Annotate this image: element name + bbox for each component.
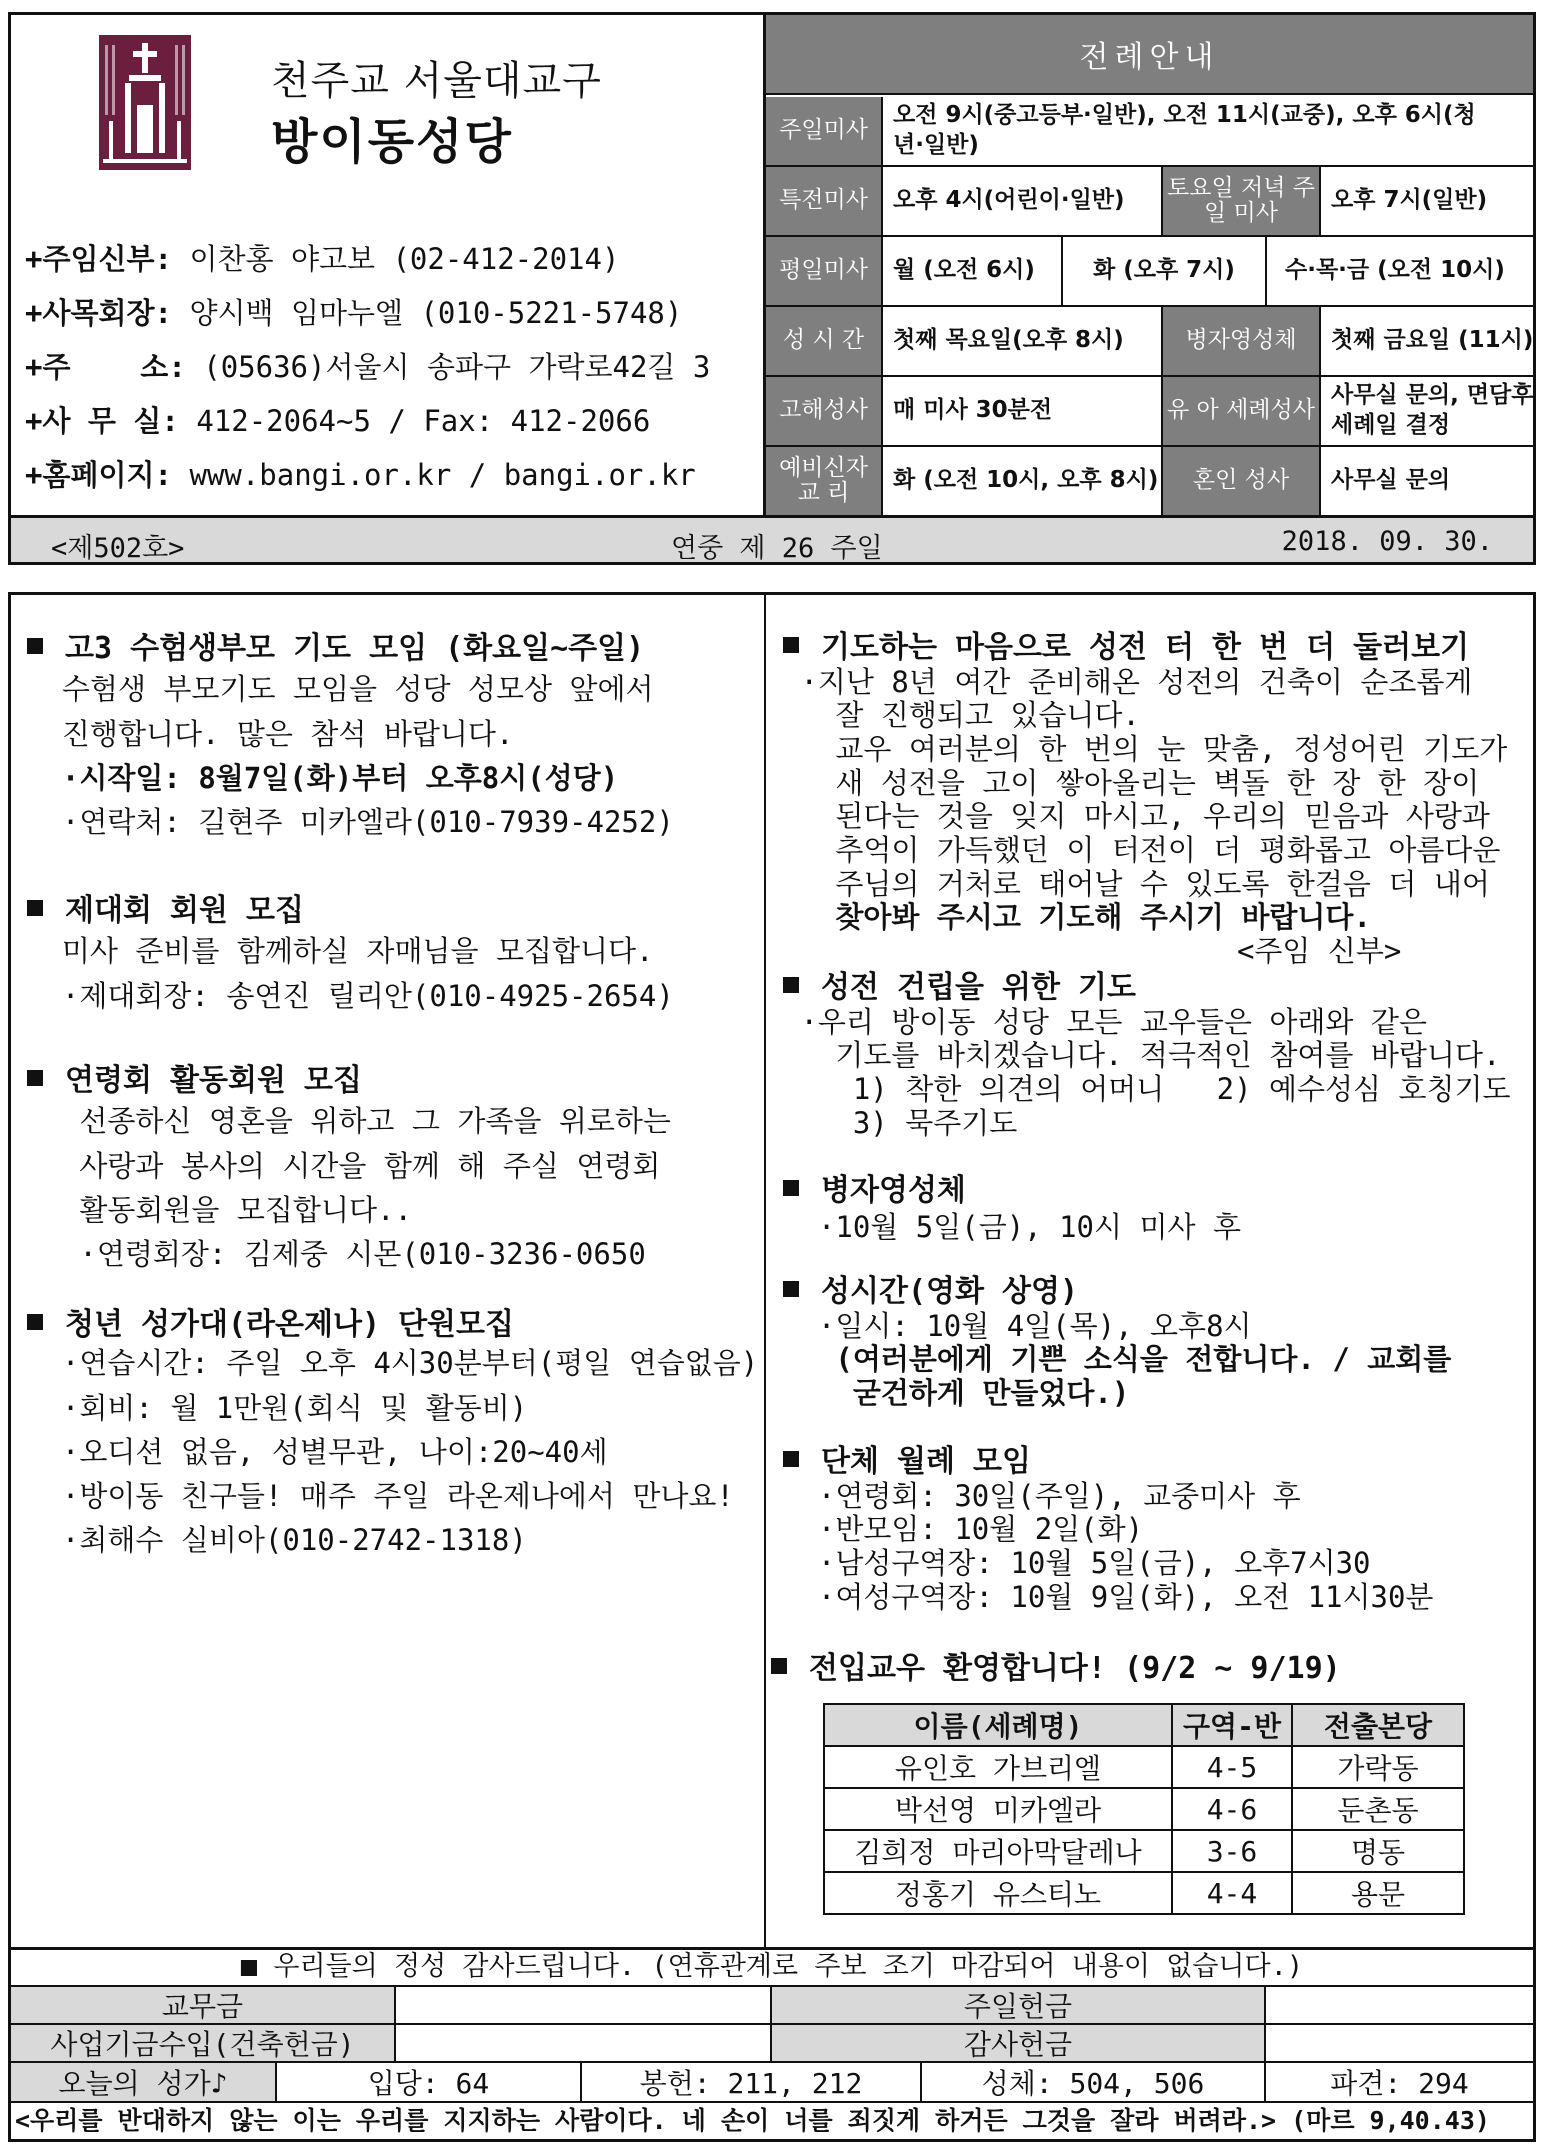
info-label: +주임신부:: [25, 242, 190, 276]
row-weekday-mass: [766, 237, 1536, 307]
liturgical-week: 연중 제 26 주일: [671, 533, 883, 564]
church-logo-icon: [99, 35, 191, 170]
notice-line: 선종하신 영혼을 위하고 그 가족을 위로하는: [27, 1104, 671, 1139]
info-value: 412-2064~5 / Fax: 412-2066: [196, 404, 651, 438]
row-special-mass: [766, 167, 1536, 237]
value-building-fund: [396, 2025, 772, 2061]
notice-title-text: 병자영성체: [821, 1173, 966, 1208]
notice-funeral-society: [27, 1063, 671, 1271]
cell-name: 정홍기 유스티노: [824, 1872, 1172, 1914]
notice-line: ·연령회장: 김제중 시몬(010-3236-0650: [27, 1237, 646, 1272]
notice-holy-hour-film: [783, 1275, 1451, 1411]
notice-line: 활동회원을 모집합니다..: [27, 1192, 412, 1227]
notice-monthly-meetings: [783, 1445, 1433, 1614]
label-catechism: 예비신자 교 리: [766, 447, 883, 515]
notice-title-text: 기도하는 마음으로 성전 터 한 번 더 둘러보기: [821, 630, 1470, 665]
notice-signature: <주임 신부>: [783, 933, 1402, 968]
newcomer-table: [823, 1703, 1465, 1915]
bible-quote: <우리를 반대하지 않는 이는 우리를 지지하는 사람이다. 네 손이 너를 죄짓게 하거든 그것을 잘라 버려라.> (마르 9,40.43): [11, 2101, 1533, 2139]
notice-title-text: 단체 월례 모임: [821, 1444, 1032, 1479]
cell-district: 3-6: [1172, 1830, 1292, 1872]
church-name: 방이동성당: [271, 114, 513, 170]
notice-line: (여러분에게 기쁜 소식을 전합니다. / 교회를: [783, 1342, 1452, 1377]
label-sunday-offering: 주일헌금: [772, 1987, 1266, 2023]
info-value: 양시백 임마누엘 (010-5221-5748): [189, 296, 683, 330]
notice-title-text: 전입교우 환영합니다! (9/2 ~ 9/19): [809, 1651, 1341, 1686]
cell-name: 김희정 마리아막달레나: [824, 1830, 1172, 1872]
bullet-square-icon: [783, 1281, 799, 1297]
notice-youth-choir: [27, 1307, 758, 1557]
notice-title-text: 청년 성가대(라온제나) 단원모집: [65, 1307, 514, 1342]
notice-line: 주님의 거처로 태어날 수 있도록 한걸음 더 내어: [783, 866, 1490, 901]
info-homepage: [25, 453, 696, 494]
notice-title-text: 제대회 회원 모집: [65, 893, 304, 928]
label-holy-hour: 성 시 간: [766, 307, 883, 375]
issue-date: 2018. 09. 30.: [1281, 526, 1493, 557]
bullet-square-icon: [783, 1180, 799, 1196]
notice-title-text: 연령회 활동회원 모집: [65, 1063, 362, 1098]
label-sunday-mass: 주일미사: [766, 97, 883, 165]
notice-line: 사랑과 봉사의 시간을 함께 해 주실 연령회: [27, 1148, 661, 1183]
column-divider: [764, 595, 766, 1947]
notice-title: [783, 1275, 1451, 1310]
notice-title: [27, 631, 674, 666]
info-label: +사 무 실:: [25, 404, 197, 438]
notice-line: 기도를 바치겠습니다. 적극적인 참여를 바랍니다.: [783, 1038, 1501, 1073]
notice-line: ·일시: 10월 4일(목), 오후8시: [783, 1308, 1252, 1343]
value-saturday-mass: 오후 7시(일반): [1331, 187, 1488, 214]
label-todays-hymns: 오늘의 성가♪: [11, 2063, 277, 2101]
bulletin-header: [8, 12, 1536, 565]
label-weekday-mass: 평일미사: [766, 237, 883, 305]
notice-line: 굳건하게 만들었다.): [783, 1376, 1130, 1411]
row-sunday-mass: [766, 97, 1536, 167]
table-row: [824, 1872, 1464, 1914]
column-header: 구역-반: [1172, 1704, 1292, 1746]
notice-newcomers: [771, 1651, 1341, 1686]
notice-line: ·남성구역장: 10월 5일(금), 오후7시30: [783, 1546, 1371, 1581]
church-logo: [99, 35, 191, 170]
notice-line: 찾아봐 주시고 기도해 주시기 바랍니다.: [783, 900, 1371, 935]
label-sick-communion: 병자영성체: [1163, 307, 1321, 375]
notice-line: ·시작일: 8월7일(화)부터 오후8시(성당): [27, 760, 619, 795]
notice-line: ·10월 5일(금), 10시 미사 후: [783, 1210, 1241, 1245]
cell-origin-parish: 용문: [1292, 1872, 1464, 1914]
notice-line: ·최해수 실비아(010-2742-1318): [27, 1523, 527, 1558]
label-saturday-mass: 토요일 저녁 주일 미사: [1163, 167, 1321, 235]
church-info-panel: [11, 15, 763, 515]
info-label: +홈페이지:: [25, 458, 190, 492]
bulletin-body: [8, 592, 1536, 2142]
table-row: [824, 1788, 1464, 1830]
notice-line: 미사 준비를 함께하실 자매님을 모집합니다.: [27, 934, 654, 969]
notice-title-text: 성전 건립을 위한 기도: [821, 970, 1137, 1005]
info-office: [25, 399, 650, 440]
notice-title: [783, 971, 1511, 1006]
hymn-recessional: 파견: 294: [1330, 2067, 1469, 2100]
bullet-square-icon: [783, 1451, 799, 1467]
notice-line: 추억이 가득했던 이 터전이 더 평화롭고 아름다운: [783, 832, 1501, 867]
issue-number: <제502호>: [51, 533, 185, 564]
notice-line: ·오디션 없음, 성별무관, 나이:20~40세: [27, 1434, 608, 1469]
table-row: [824, 1830, 1464, 1872]
label-thanks-offering: 감사헌금: [772, 2025, 1266, 2061]
cell-name: 유인호 가브리엘: [824, 1746, 1172, 1788]
row-holy-hour: [766, 307, 1536, 377]
bullet-square-icon: [27, 1070, 43, 1086]
cell-name: 박선영 미카엘라: [824, 1788, 1172, 1830]
value-special-mass: 오후 4시(어린이·일반): [883, 167, 1163, 235]
notice-line: 수험생 부모기도 모임을 성당 성모상 앞에서: [27, 672, 654, 707]
value-infant-baptism: 사무실 문의, 면담후 세례일 결정: [1331, 382, 1534, 438]
value-catechism: 화 (오전 10시, 오후 8시): [883, 447, 1163, 515]
bullet-square-icon: [783, 637, 799, 653]
info-council-president: [25, 291, 682, 332]
notice-line: ·여성구역장: 10월 9일(화), 오전 11시30분: [783, 1579, 1434, 1614]
bullet-square-icon: [27, 900, 43, 916]
notice-line: ·연습시간: 주일 오후 4시30분부터(평일 연습없음): [27, 1346, 759, 1381]
notice-line: 1) 착한 의견의 어머니 2) 예수성심 호칭기도: [783, 1072, 1511, 1107]
church-diocese: 천주교 서울대교구: [271, 58, 602, 104]
notice-exam-prayer: [27, 631, 674, 839]
notice-sick-communion: [783, 1173, 1241, 1245]
notice-line: ·방이동 친구들! 매주 주일 라온제나에서 만나요!: [27, 1479, 734, 1514]
value-thanks-offering: [1266, 2025, 1533, 2061]
notice-line: 잘 진행되고 있습니다.: [783, 698, 1140, 733]
offering-row: [11, 1985, 1533, 2023]
info-pastor: [25, 237, 619, 278]
notice-title: [27, 1063, 671, 1098]
bullet-square-icon: [771, 1658, 787, 1674]
notice-title: [27, 1307, 758, 1342]
info-label: +사목회장:: [25, 296, 190, 330]
row-catechism: [766, 447, 1536, 515]
notice-altar-society: [27, 893, 674, 1013]
notice-line: 새 성전을 고이 쌓아올리는 벽돌 한 장 한 장이: [783, 765, 1480, 800]
value-confession: 매 미사 30분전: [883, 377, 1163, 445]
table-header-row: [824, 1704, 1464, 1746]
column-header: 전출본당: [1292, 1704, 1464, 1746]
value-holy-hour: 첫째 목요일(오후 8시): [883, 307, 1163, 375]
liturgy-title: 전례안내: [766, 15, 1533, 95]
offering-row: [11, 2023, 1533, 2061]
column-header: 이름(세례명): [824, 1704, 1172, 1746]
bullet-square-icon: [27, 638, 43, 654]
hymn-offertory: 봉헌: 211, 212: [582, 2063, 922, 2101]
notice-line: 3) 묵주기도: [783, 1105, 1018, 1140]
info-address: [25, 345, 710, 386]
value-sunday-offering: [1266, 1987, 1533, 2023]
value-weekday-wtf: 수·목·금 (오전 10시): [1285, 257, 1505, 284]
notice-title: [783, 1445, 1433, 1480]
hymn-entrance: 입당: 64: [277, 2063, 582, 2101]
liturgy-schedule: [763, 15, 1533, 515]
notice-line: ·연락처: 길현주 미카엘라(010-7939-4252): [27, 805, 674, 840]
value-marriage: 사무실 문의: [1331, 467, 1451, 494]
cell-district: 4-6: [1172, 1788, 1292, 1830]
value-weekday-mon: 월 (오전 6시): [883, 237, 1063, 305]
notice-title: [27, 893, 674, 928]
bullet-square-icon: [27, 1314, 43, 1330]
cell-origin-parish: 둔촌동: [1292, 1788, 1464, 1830]
cell-origin-parish: 가락동: [1292, 1746, 1464, 1788]
offering-title: ■ 우리들의 정성 감사드립니다. (연휴관계로 주보 조기 마감되어 내용이 없습니다.): [11, 1947, 1533, 1985]
label-tithe: 교무금: [11, 1987, 396, 2023]
notice-line: ·지난 8년 여간 준비해온 성전의 건축이 순조롭게: [783, 664, 1473, 699]
label-marriage: 혼인 성사: [1163, 447, 1321, 515]
label-infant-baptism: 유 아 세례성사: [1163, 377, 1321, 445]
notice-title-text: 성시간(영화 상영): [821, 1274, 1079, 1309]
cell-origin-parish: 명동: [1292, 1830, 1464, 1872]
value-sunday-mass: 오전 9시(중고등부·일반), 오전 11시(교중), 오후 6시(청년·일반): [893, 102, 1476, 158]
issue-bar: [11, 515, 1533, 562]
cell-district: 4-5: [1172, 1746, 1292, 1788]
label-building-fund: 사업기금수입(건축헌금): [11, 2025, 396, 2061]
info-value: 이찬홍 야고보 (02-412-2014): [189, 242, 620, 276]
notice-line: ·반모임: 10월 2일(화): [783, 1512, 1144, 1547]
notice-title: [783, 631, 1507, 666]
notice-line: ·우리 방이동 성당 모든 교우들은 아래와 같은: [783, 1004, 1427, 1039]
notice-line: ·연령회: 30일(주일), 교중미사 후: [783, 1478, 1301, 1513]
value-sick-communion: 첫째 금요일 (11시): [1331, 327, 1534, 354]
hymn-communion: 성체: 504, 506: [922, 2063, 1266, 2101]
notice-prayer-for-building: [783, 971, 1511, 1140]
notice-line: ·회비: 월 1만원(회식 및 활동비): [27, 1390, 528, 1425]
homepage-link[interactable]: www.bangi.or.kr / bangi.or.kr: [189, 458, 696, 492]
notice-title-text: 고3 수험생부모 기도 모임 (화요일~주일): [65, 631, 645, 666]
notice-line: ·제대회장: 송연진 릴리안(010-4925-2654): [27, 978, 674, 1013]
value-tithe: [396, 1987, 772, 2023]
bullet-square-icon: [783, 977, 799, 993]
label-special-mass: 특전미사: [766, 167, 883, 235]
cell-district: 4-4: [1172, 1872, 1292, 1914]
notice-church-building: [783, 631, 1507, 968]
notice-line: 교우 여러분의 한 번의 눈 맞춤, 정성어린 기도가: [783, 732, 1508, 767]
notice-line: 된다는 것을 잊지 마시고, 우리의 믿음과 사랑과: [783, 799, 1490, 834]
row-confession: [766, 377, 1536, 447]
value-weekday-tue: 화 (오후 7시): [1063, 237, 1267, 305]
notice-line: 진행합니다. 많은 참석 바랍니다.: [27, 716, 514, 751]
notice-title: [783, 1173, 1241, 1208]
info-value: (05636)서울시 송파구 가락로42길 3: [203, 350, 711, 384]
label-confession: 고해성사: [766, 377, 883, 445]
info-label: +주 소:: [25, 350, 204, 384]
notice-title: [771, 1651, 1341, 1686]
hymns-row: [11, 2061, 1533, 2101]
table-row: [824, 1746, 1464, 1788]
